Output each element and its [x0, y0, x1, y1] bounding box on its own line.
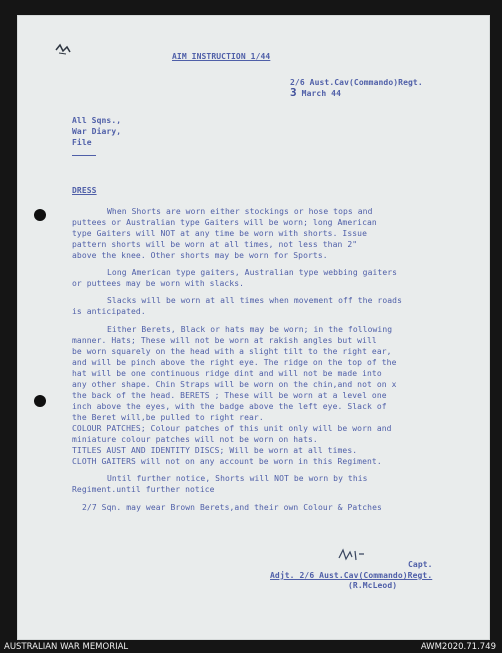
footer-accession-number: AWM2020.71.749 — [420, 642, 496, 652]
document-date — [290, 88, 341, 99]
paragraph-line: is anticipated. — [72, 307, 146, 316]
paragraph-line: or puttees may be worn with slacks. — [72, 279, 245, 288]
paragraph-line: the back of the head. BERETS ; These will be worn at a level one — [72, 391, 387, 400]
paragraph-line: above the knee. Other shorts may be worn for Sports. — [72, 251, 328, 260]
addressee: File — [72, 138, 92, 147]
signatory-rank: Capt. — [408, 560, 433, 569]
paragraph-line: manner. Hats; These will not be worn at rakish angles but will — [72, 336, 377, 345]
paragraph-line: hat will be one continuous ridge dint and will not be made into — [72, 369, 382, 378]
paragraph-line: any other shape. Chin Straps will be worn on the chin,and not on x — [72, 380, 397, 389]
paragraph-line: TITLES AUST AND IDENTITY DISCS; Will be worn at all times. — [72, 446, 358, 455]
paragraph-line: Regiment.until further notice — [72, 485, 215, 494]
signature-mark — [338, 548, 366, 562]
signatory-name: (R.McLeod) — [348, 581, 398, 590]
footer-source: AUSTRALIAN WAR MEMORIAL — [4, 642, 129, 652]
handwritten-mark — [54, 42, 72, 56]
paragraph-line: puttees or Australian type Gaiters will be worn; long American — [72, 218, 377, 227]
paragraph-line: Slacks will be worn at all times when movement off the roads — [107, 296, 402, 305]
section-title: DRESS — [72, 186, 97, 195]
paragraph-line: Either Berets, Black or hats may be worn; in the following — [107, 325, 393, 334]
divider-rule — [72, 155, 96, 156]
signatory-appointment: Adjt. 2/6 Aust.Cav(Commando)Regt. — [270, 571, 433, 580]
paragraph-line: 2/7 Sqn. may wear Brown Berets,and their own Colour & Patches — [82, 503, 382, 512]
paragraph-line: inch above the eyes, with the badge above the left eye. Slack of — [72, 402, 387, 411]
paragraph-line: COLOUR PATCHES; Colour patches of this unit only will be worn and — [72, 424, 392, 433]
paragraph-line: the Beret will,be pulled to right rear. — [72, 413, 264, 422]
paragraph-line: When Shorts are worn either stockings or hose tops and — [107, 207, 373, 216]
paragraph-line: be worn squarely on the head with a slight tilt to the right ear, — [72, 347, 392, 356]
paragraph-line: Until further notice, Shorts will NOT be worn by this — [107, 474, 368, 483]
paragraph-line: type Gaiters will NOT at any time be worn with shorts. Issue — [72, 229, 367, 238]
addressee: All Sqns., — [72, 116, 122, 125]
unit-name: 2/6 Aust.Cav(Commando)Regt. — [290, 78, 423, 87]
document-heading: AIM INSTRUCTION 1/44 — [172, 52, 271, 61]
punch-hole — [34, 209, 46, 221]
paragraph-line: Long American type gaiters, Australian type webbing gaiters — [107, 268, 398, 277]
paragraph-line: pattern shorts will be worn at all times, not less than 2" — [72, 240, 358, 249]
paragraph-line: miniature colour patches will not be worn on hats. — [72, 435, 318, 444]
paragraph-line: CLOTH GAITERS will not on any account be worn in this Regiment. — [72, 457, 382, 466]
date-month-year: March 44 — [296, 89, 341, 98]
punch-hole — [34, 395, 46, 407]
paragraph-line: and will be pinch above the right eye. The ridge on the top of the — [72, 358, 397, 367]
addressee: War Diary, — [72, 127, 122, 136]
date-day: 3 — [290, 86, 297, 99]
